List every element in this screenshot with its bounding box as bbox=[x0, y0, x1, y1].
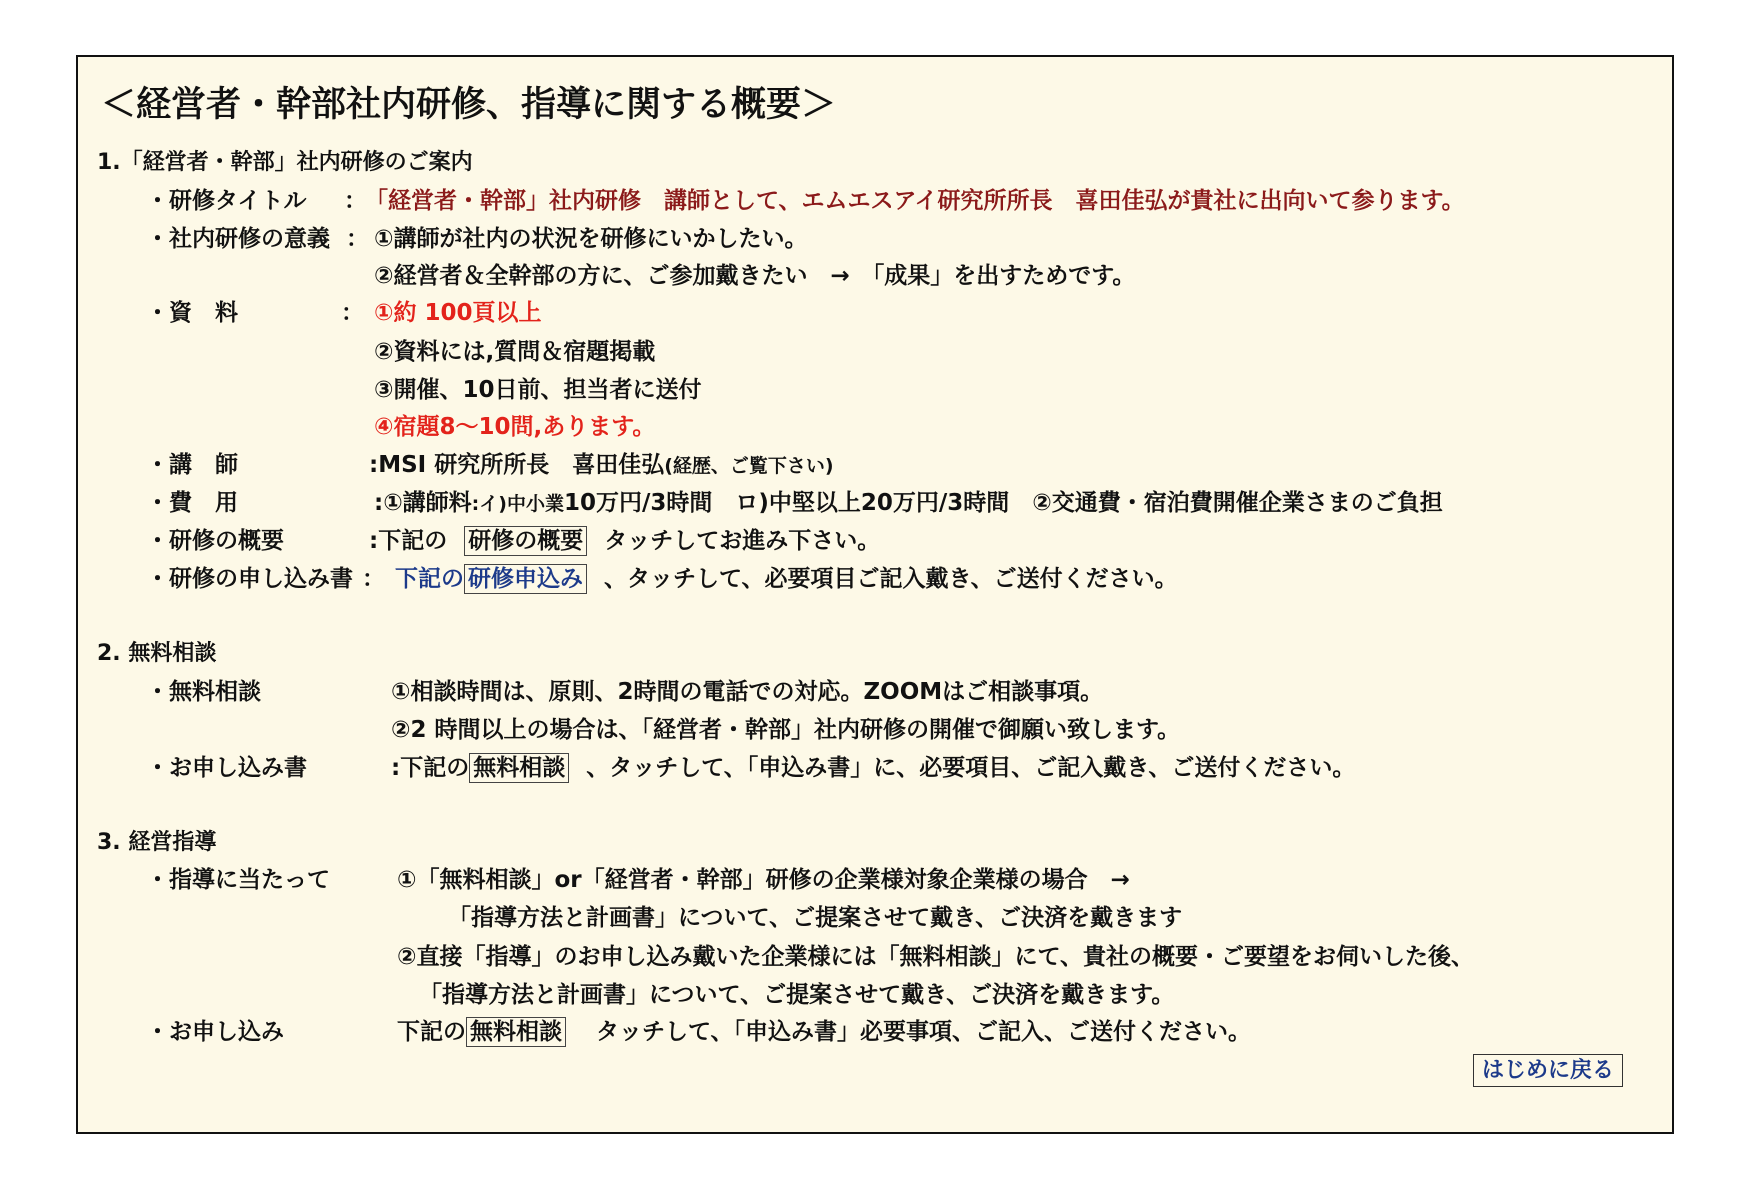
row-materials bbox=[78, 298, 1668, 328]
instructor-value: :MSI 研究所所長 喜田佳弘 bbox=[369, 452, 665, 478]
row-guidance-application bbox=[78, 1017, 1668, 1047]
instructor-note: (経歴、ご覧下さい) bbox=[664, 455, 834, 477]
materials-line-1: ①約 100頁以上 bbox=[374, 300, 542, 326]
section3-heading-row bbox=[78, 828, 1668, 858]
significance-sep: ： bbox=[346, 226, 369, 252]
training-title-label: ・研修タイトル bbox=[146, 188, 307, 214]
guidance-line-3: ②直接「指導」のお申し込み戴いた企業様には「無料相談」にて、貴社の概要・ご要望をお伺いした後、 bbox=[397, 944, 1475, 970]
training-application-sep: ： bbox=[362, 566, 385, 592]
free-consult-label: ・無料相談 bbox=[146, 679, 261, 705]
materials-sep: ： bbox=[341, 300, 364, 326]
consult-application-label: ・お申し込み書 bbox=[146, 755, 307, 781]
guidance-line-4: 「指導方法と計画書」について、ご提案させて戴き、ご決済を戴きます。 bbox=[419, 982, 1175, 1008]
materials-label: ・資 料 bbox=[146, 300, 238, 326]
free-consult-link[interactable]: 無料相談 bbox=[469, 753, 569, 783]
training-application-prefix: 下記の bbox=[395, 566, 464, 592]
significance-line-1: ①講師が社内の状況を研修にいかしたい。 bbox=[374, 226, 808, 252]
guidance-label: ・指導に当たって bbox=[146, 867, 330, 893]
overview-suffix: タッチしてお進み下さい。 bbox=[604, 528, 881, 554]
fee-label: ・費 用 bbox=[146, 490, 238, 516]
row-significance bbox=[78, 224, 1668, 254]
row-overview bbox=[78, 526, 1668, 556]
row-free-consult bbox=[78, 677, 1668, 707]
guidance-application-value-group bbox=[397, 1017, 1251, 1047]
training-application-label: ・研修の申し込み書 bbox=[146, 566, 353, 592]
fee-value-prefix: :①講師料 bbox=[374, 490, 472, 516]
section2-heading-row bbox=[78, 639, 1668, 669]
section1-heading: 1.「経営者・幹部」社内研修のご案内 bbox=[97, 150, 473, 175]
materials-line-2: ②資料には,質問＆宿題掲載 bbox=[374, 339, 656, 365]
training-application-link[interactable]: 研修申込み bbox=[464, 564, 587, 594]
back-to-top-button[interactable]: はじめに戻る bbox=[1473, 1054, 1623, 1087]
row-significance-2 bbox=[78, 261, 1668, 291]
consult-application-prefix: :下記の bbox=[391, 755, 470, 781]
free-consult-line-1: ①相談時間は、原則、2時間の電話での対応。ZOOMはご相談事項。 bbox=[391, 679, 1104, 705]
training-title-sep: ： bbox=[344, 188, 367, 214]
section2-heading: 2. 無料相談 bbox=[97, 641, 217, 666]
row-guidance-4 bbox=[78, 980, 1668, 1010]
consult-application-suffix: 、タッチして、「申込み書」に、必要項目、ご記入戴き、ご送付ください。 bbox=[586, 755, 1356, 781]
fee-value-rest: 10万円/3時間 ロ)中堅以上20万円/3時間 ②交通費・宿泊費開催企業さまのご負担 bbox=[563, 490, 1443, 516]
row-free-consult-2 bbox=[78, 715, 1668, 745]
row-materials-2 bbox=[78, 337, 1668, 367]
materials-line-4: ④宿題8～10問,あります。 bbox=[374, 414, 656, 440]
section1-heading-row bbox=[78, 148, 1668, 178]
fee-value-small: :イ)中小業 bbox=[471, 493, 564, 515]
guidance-free-consult-link[interactable]: 無料相談 bbox=[466, 1017, 566, 1047]
guidance-application-suffix: タッチして、「申込み書」必要事項、ご記入、ご送付ください。 bbox=[596, 1019, 1252, 1045]
overview-panel bbox=[76, 55, 1674, 1134]
row-instructor bbox=[78, 450, 1668, 480]
guidance-line-1: ①「無料相談」or「経営者・幹部」研修の企業様対象企業様の場合 → bbox=[397, 867, 1130, 893]
significance-line-2: ②経営者＆全幹部の方に、ご参加戴きたい → 「成果」を出すためです。 bbox=[374, 263, 1136, 289]
fee-value-group bbox=[374, 488, 1443, 519]
guidance-application-label: ・お申し込み bbox=[146, 1019, 284, 1045]
training-overview-link[interactable]: 研修の概要 bbox=[464, 526, 587, 556]
training-title-value: 「経営者・幹部」社内研修 講師として、エムエスアイ研究所所長 喜田佳弘が貴社に出向いて参ります。 bbox=[365, 188, 1465, 214]
row-training-application bbox=[78, 564, 1668, 594]
overview-prefix: :下記の bbox=[369, 528, 448, 554]
row-guidance bbox=[78, 865, 1668, 895]
row-materials-4 bbox=[78, 412, 1668, 442]
free-consult-line-2: ②2 時間以上の場合は、「経営者・幹部」社内研修の開催で御願い致します。 bbox=[391, 717, 1181, 743]
significance-label: ・社内研修の意義 bbox=[146, 226, 330, 252]
materials-line-3: ③開催、10日前、担当者に送付 bbox=[374, 377, 702, 403]
section3-heading: 3. 経営指導 bbox=[97, 830, 217, 855]
row-guidance-2 bbox=[78, 903, 1668, 933]
row-guidance-3 bbox=[78, 942, 1668, 972]
overview-label: ・研修の概要 bbox=[146, 528, 284, 554]
row-consult-application bbox=[78, 753, 1668, 783]
page-title: ＜経営者・幹部社内研修、指導に関する概要＞ bbox=[101, 85, 837, 125]
row-training-title bbox=[78, 186, 1668, 216]
instructor-label: ・講 師 bbox=[146, 452, 238, 478]
guidance-line-2: 「指導方法と計画書」について、ご提案させて戴き、ご決済を戴きます bbox=[448, 905, 1183, 931]
instructor-value-group bbox=[369, 450, 834, 481]
row-fee bbox=[78, 488, 1668, 518]
guidance-application-prefix: 下記の bbox=[397, 1019, 466, 1045]
overview-value-group bbox=[369, 526, 880, 556]
training-application-value-group bbox=[395, 564, 1178, 594]
row-materials-3 bbox=[78, 375, 1668, 405]
training-application-suffix: 、タッチして、必要項目ご記入戴き、ご送付ください。 bbox=[604, 566, 1178, 592]
consult-application-value-group bbox=[391, 753, 1355, 783]
